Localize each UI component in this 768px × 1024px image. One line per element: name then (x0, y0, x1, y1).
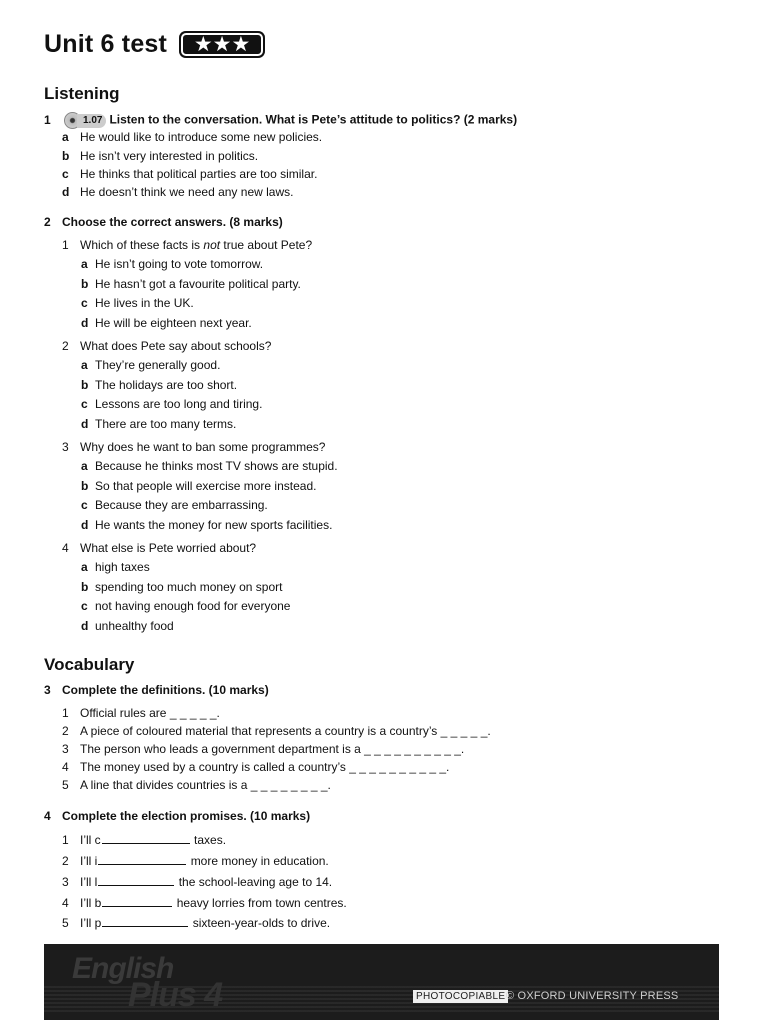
logo-plus-4: Plus 4 (128, 976, 223, 1014)
q3-item-3 (62, 742, 464, 756)
q2-item-2 (62, 339, 271, 353)
option-text: The holidays are too short. (95, 378, 238, 392)
question-text: Complete the election promises. (10 marks) (62, 809, 311, 823)
q3-item-5 (62, 778, 331, 792)
option-letter: b (81, 479, 89, 493)
option-letter: a (62, 130, 69, 144)
photocopiable-label: PHOTOCOPIABLE (413, 990, 508, 1003)
q2-2-option-d (81, 417, 236, 431)
item-number: 1 (62, 238, 69, 252)
item-emphasis: not (203, 238, 221, 252)
item-end: . (216, 706, 220, 720)
item-prefix: I’ll c (80, 833, 101, 847)
item-number: 3 (62, 742, 69, 756)
three-star-badge (179, 31, 265, 58)
option-text: There are too many terms. (95, 417, 237, 431)
q4-item-3 (62, 874, 332, 889)
q2-3-option-a (81, 459, 338, 473)
item-end: . (327, 778, 331, 792)
q2-2-option-c (81, 397, 262, 411)
item-text: more money in education. (190, 854, 329, 868)
q1-option-a (62, 130, 322, 144)
q2-item-1 (62, 238, 312, 252)
answer-line[interactable] (102, 915, 188, 927)
q4-item-5 (62, 915, 330, 930)
item-text: A line that divides countries is a (80, 778, 248, 792)
question-1-heading (44, 112, 517, 129)
item-number: 4 (62, 760, 69, 774)
option-text: high taxes (95, 560, 150, 574)
option-text: He hasn’t got a favourite political party. (95, 277, 301, 291)
q2-3-option-b (81, 479, 316, 493)
option-letter: a (81, 257, 88, 271)
item-number: 5 (62, 916, 69, 930)
q1-option-d (62, 185, 293, 199)
question-text: Choose the correct answers. (8 marks) (62, 215, 283, 229)
option-text: He doesn’t think we need any new laws. (80, 185, 294, 199)
question-text: Complete the definitions. (10 marks) (62, 683, 269, 697)
question-number: 1 (44, 112, 51, 127)
option-text: He would like to introduce some new policies. (80, 130, 323, 144)
option-text: Lessons are too long and tiring. (95, 397, 263, 411)
option-letter: d (81, 518, 89, 532)
q2-1-option-b (81, 277, 301, 291)
option-letter: b (81, 277, 89, 291)
answer-line[interactable] (98, 874, 174, 886)
question-2-heading (44, 215, 283, 229)
section-heading-vocabulary: Vocabulary (44, 655, 135, 674)
q2-1-option-a (81, 257, 263, 271)
option-letter: d (81, 316, 89, 330)
item-number: 1 (62, 706, 69, 720)
option-letter: b (81, 580, 89, 594)
q3-item-4 (62, 760, 449, 774)
item-text: Why does he want to ban some programmes? (80, 440, 326, 454)
q2-3-option-c (81, 498, 268, 512)
answer-blank[interactable]: _ _ _ _ _ (440, 724, 488, 738)
option-letter: a (81, 358, 88, 372)
item-text: What else is Pete worried about? (80, 541, 257, 555)
copyright-text: © OXFORD UNIVERSITY PRESS (506, 990, 679, 1002)
option-letter: a (81, 459, 88, 473)
item-text: A piece of coloured material that represents a country is a country’s (80, 724, 438, 738)
item-text: taxes. (194, 833, 227, 847)
option-letter: c (81, 599, 88, 613)
item-prefix: I’ll i (80, 854, 98, 868)
option-text: They’re generally good. (95, 358, 221, 372)
option-text: Because they are embarrassing. (95, 498, 268, 512)
item-text: The person who leads a government department is a (80, 742, 361, 756)
item-text: The money used by a country is called a country’s (80, 760, 346, 774)
q2-4-option-c (81, 599, 290, 613)
option-text: He wants the money for new sports facilities. (95, 518, 333, 532)
q3-item-2 (62, 724, 491, 738)
q4-item-4 (62, 895, 347, 910)
answer-line[interactable] (102, 832, 190, 844)
option-text: He isn’t going to vote tomorrow. (95, 257, 264, 271)
option-text: unhealthy food (95, 619, 174, 633)
q2-1-option-d (81, 316, 252, 330)
option-letter: c (62, 167, 69, 181)
q3-item-1 (62, 706, 220, 720)
item-number: 4 (62, 896, 69, 910)
item-prefix: I’ll l (80, 875, 98, 889)
option-letter: b (81, 378, 89, 392)
option-letter: c (81, 498, 88, 512)
star-icons: ★★★ (193, 33, 251, 56)
q2-2-option-b (81, 378, 237, 392)
footer-banner (44, 944, 719, 1020)
option-text: Because he thinks most TV shows are stupid. (95, 459, 338, 473)
option-letter: d (81, 619, 89, 633)
option-text: He thinks that political parties are too similar. (80, 167, 318, 181)
item-number: 4 (62, 541, 69, 555)
track-number: 1.07 (77, 114, 106, 128)
option-text: He will be eighteen next year. (95, 316, 252, 330)
question-text: Listen to the conversation. What is Pete’s attitude to politics? (2 marks) (109, 112, 518, 127)
answer-blank[interactable]: _ _ _ _ _ _ _ _ (250, 778, 328, 792)
q2-4-option-d (81, 619, 174, 633)
item-number: 5 (62, 778, 69, 792)
section-heading-listening: Listening (44, 84, 120, 103)
item-text: Official rules are (80, 706, 167, 720)
q4-item-1 (62, 832, 226, 847)
answer-line[interactable] (102, 895, 172, 907)
item-end: . (460, 742, 465, 756)
item-text: sixteen-year-olds to drive. (192, 916, 331, 930)
option-letter: c (81, 397, 88, 411)
q1-option-c (62, 167, 317, 181)
q2-1-option-c (81, 296, 194, 310)
q2-item-3 (62, 440, 325, 454)
logo-english: English (72, 952, 174, 985)
q4-item-2 (62, 853, 329, 868)
question-4-heading (44, 809, 310, 823)
item-end: . (487, 724, 491, 738)
title-row (44, 30, 265, 59)
option-text: He lives in the UK. (95, 296, 194, 310)
item-number: 3 (62, 440, 69, 454)
option-text: spending too much money on sport (95, 580, 283, 594)
item-text: What does Pete say about schools? (80, 339, 272, 353)
answer-blank[interactable]: _ _ _ _ _ _ _ _ _ _ (364, 742, 461, 756)
item-number: 3 (62, 875, 69, 889)
q1-option-b (62, 149, 258, 163)
item-text-end: true about Pete? (220, 238, 313, 252)
cd-track-badge (64, 112, 106, 129)
item-prefix: I’ll b (80, 896, 102, 910)
option-letter: d (81, 417, 89, 431)
question-number: 4 (44, 809, 51, 823)
question-number: 2 (44, 215, 51, 229)
q2-4-option-b (81, 580, 282, 594)
item-number: 2 (62, 854, 69, 868)
option-letter: c (81, 296, 88, 310)
item-text: heavy lorries from town centres. (176, 896, 347, 910)
option-text: He isn’t very interested in politics. (80, 149, 259, 163)
item-number: 1 (62, 833, 69, 847)
item-number: 2 (62, 339, 69, 353)
q2-4-option-a (81, 560, 150, 574)
option-text: So that people will exercise more instead. (95, 479, 317, 493)
q2-item-4 (62, 541, 256, 555)
question-3-heading (44, 683, 269, 697)
question-number: 3 (44, 683, 51, 697)
page-title: Unit 6 test (44, 30, 168, 58)
q2-3-option-d (81, 518, 332, 532)
q2-2-option-a (81, 358, 220, 372)
answer-blank[interactable]: _ _ _ _ _ _ _ _ _ _ (349, 760, 447, 774)
option-text: not having enough food for everyone (95, 599, 291, 613)
item-text: Which of these facts is (80, 238, 204, 252)
option-letter: a (81, 560, 88, 574)
answer-line[interactable] (98, 853, 186, 865)
option-letter: b (62, 149, 70, 163)
answer-blank[interactable]: _ _ _ _ _ (169, 706, 217, 720)
item-end: . (446, 760, 450, 774)
option-letter: d (62, 185, 70, 199)
item-number: 2 (62, 724, 69, 738)
item-prefix: I’ll p (80, 916, 102, 930)
item-text: the school-leaving age to 14. (178, 875, 333, 889)
